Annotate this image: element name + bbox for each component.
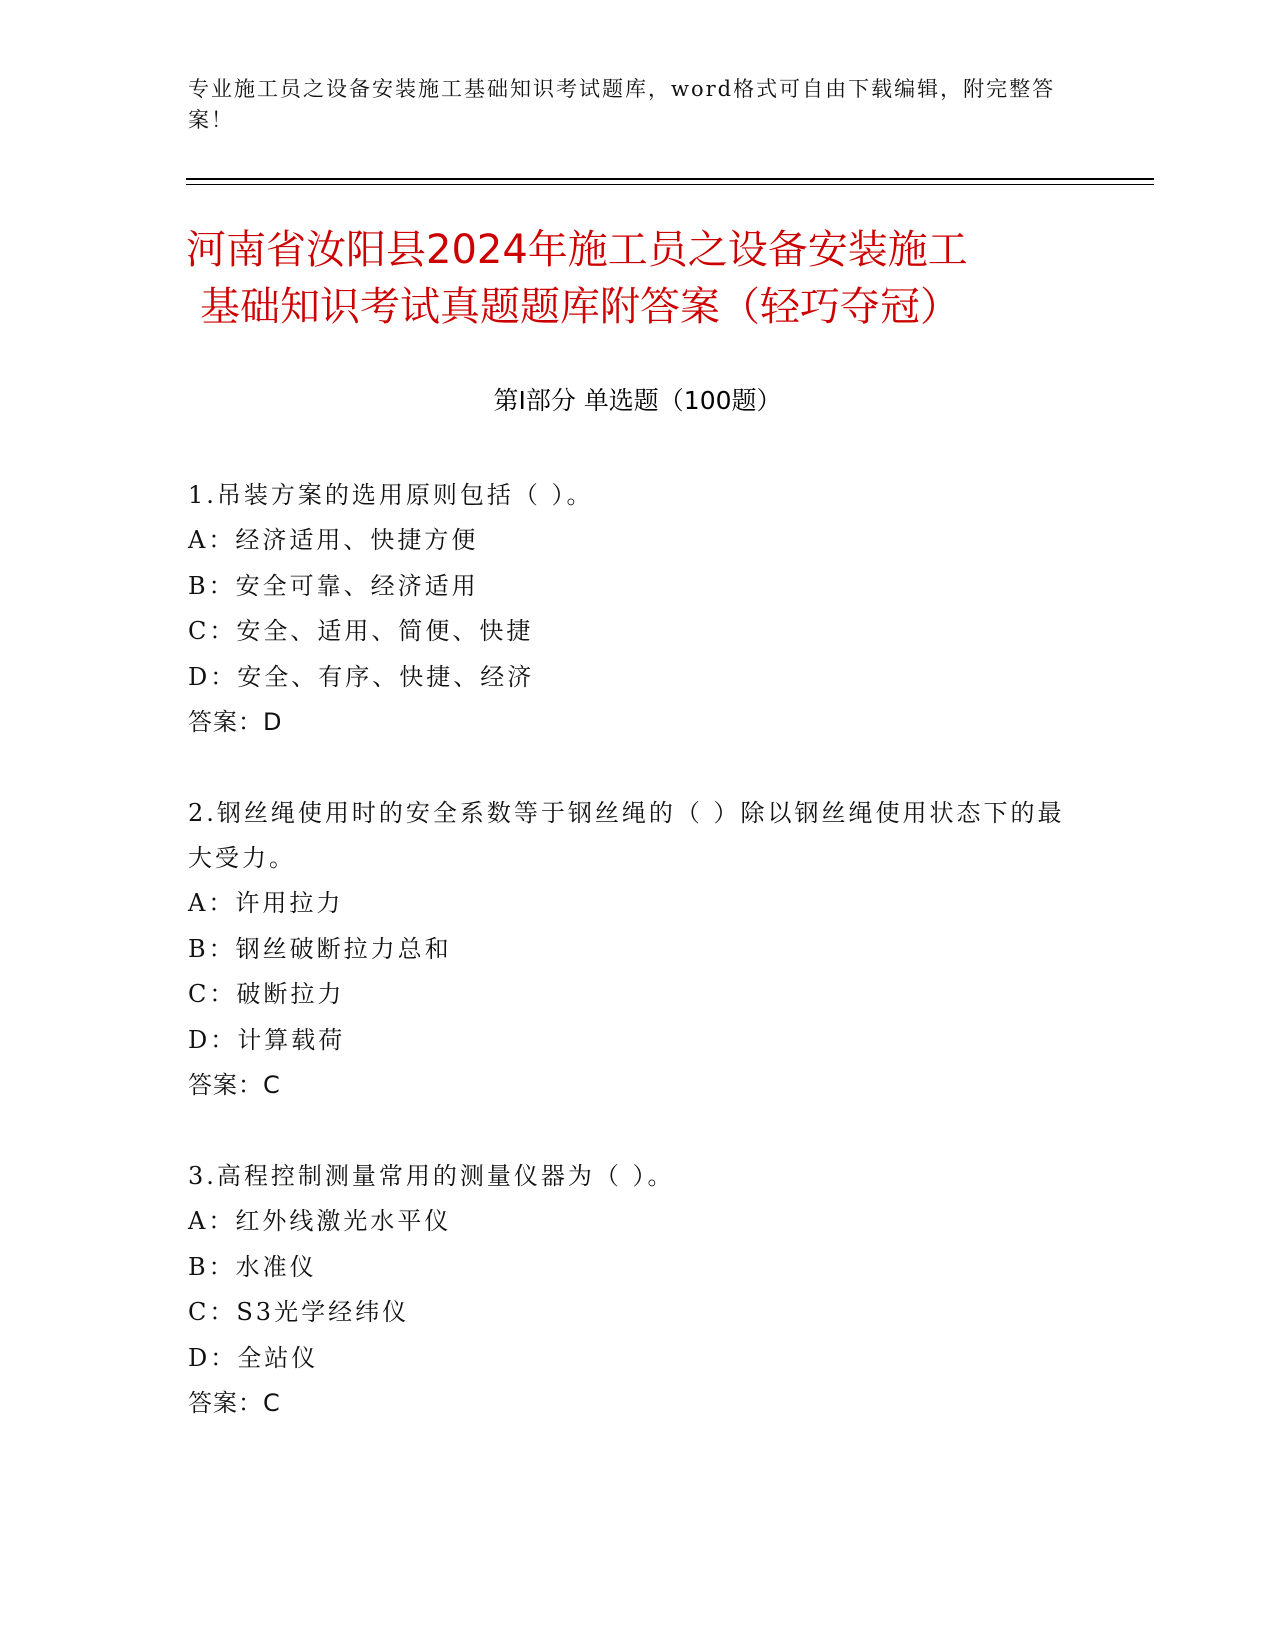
document-title (186, 222, 1126, 336)
answer: 答案：C (188, 1071, 281, 1099)
question-3 (188, 1154, 1088, 1426)
question-1 (188, 473, 1088, 745)
question-stem: 3.高程控制测量常用的测量仪器为（ ）。 (188, 1162, 675, 1190)
option-c: C：破断拉力 (188, 980, 345, 1008)
question-stem: 2.钢丝绳使用时的安全系数等于钢丝绳的（ ）除以钢丝绳使用状态下的最大受力。 (188, 799, 1065, 872)
document-title-line-2: 基础知识考试真题题库附答案（轻巧夺冠） (200, 284, 960, 330)
answer: 答案：D (188, 708, 283, 736)
question-2 (188, 791, 1088, 1108)
document-title-line-1: 河南省汝阳县2024年施工员之设备安装施工 (186, 227, 968, 273)
header-note: 专业施工员之设备安装施工基础知识考试题库，word格式可自由下载编辑，附完整答案！ (188, 77, 1056, 132)
option-b: B：水准仪 (188, 1252, 317, 1281)
option-d: D：安全、有序、快捷、经济 (188, 662, 535, 691)
option-b: B：安全可靠、经济适用 (188, 571, 479, 600)
option-d: D：全站仪 (188, 1343, 319, 1372)
section-title: 第Ⅰ部分 单选题（100题） (493, 386, 782, 415)
question-stem: 1.吊装方案的选用原则包括（ ）。 (188, 481, 594, 509)
option-c: C：安全、适用、简便、快捷 (188, 617, 534, 645)
header-rule-thin (186, 184, 1154, 185)
header-rule-thick (186, 178, 1154, 180)
option-a: A：红外线激光水平仪 (188, 1207, 452, 1235)
option-c: C：S3光学经纬仪 (188, 1298, 410, 1326)
option-b: B：钢丝破断拉力总和 (188, 934, 452, 963)
option-a: A：经济适用、快捷方便 (188, 526, 479, 554)
option-d: D：计算载荷 (188, 1025, 346, 1054)
option-a: A：许用拉力 (188, 889, 344, 917)
answer: 答案：C (188, 1389, 281, 1417)
